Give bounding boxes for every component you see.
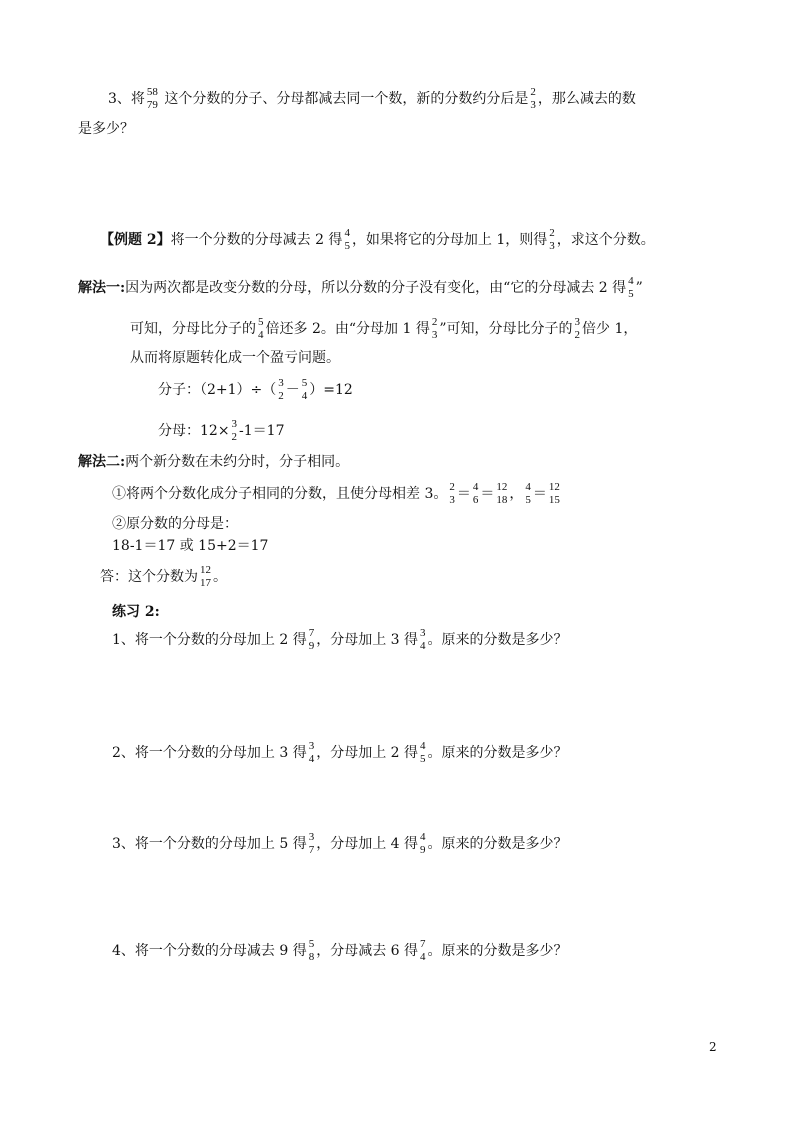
denominator: 5 [344,240,350,252]
solution-label: 解法一: [78,280,126,296]
text: ，分母加上 3 得 [316,632,419,648]
numerator: 7 [420,938,426,950]
text: 分子：（2+1）÷（ [158,382,277,398]
fraction [308,740,316,766]
numerator: 3 [278,377,284,389]
fraction [548,481,561,507]
numerator: 12 [548,481,560,493]
numerator: 3 [420,627,426,639]
solution-1-line-2 [130,316,637,342]
fraction [308,831,316,857]
denominator: 4 [308,753,315,765]
text: ” [635,280,643,296]
text: 。原来的分数是多少？ [427,745,568,761]
solution-1-numerator-calc [158,377,353,403]
denominator: 7 [308,844,315,856]
denominator: 2 [574,329,580,341]
fraction [199,564,212,590]
denominator: 4 [420,951,426,963]
question-3-line-1 [108,86,636,112]
fraction [146,86,159,112]
numerator: 4 [525,481,531,493]
numerator: 2 [549,227,555,239]
numerator: 3 [308,740,315,752]
text: 倍还多 2。由“分母加 1 得 [265,321,430,337]
text: 两个新分数在未约分时，分子相同。 [125,454,350,470]
numerator: 4 [420,740,426,752]
text: 倍少 1， [582,321,638,337]
denominator: 4 [301,390,308,402]
text: 将一个分数的分母减去 2 得 [170,232,343,248]
denominator: 4 [258,329,264,341]
text: 2、将一个分数的分母加上 3 得 [112,745,307,761]
fraction [231,418,239,444]
numerator: 3 [574,316,580,328]
fraction [277,377,285,403]
text: ）=12 [309,382,353,398]
fraction [431,316,439,342]
solution-2-step-2: ②原分数的分母是： [112,516,238,532]
fraction [524,481,532,507]
numerator: 5 [308,938,315,950]
fraction [548,227,556,253]
text: ，分母加上 2 得 [316,745,419,761]
solution-2-calc: 18-1＝17 或 15+2＝17 [112,538,269,554]
solution-2-step-1 [112,481,562,507]
fraction [472,481,480,507]
fraction [448,481,456,507]
fraction [308,938,316,964]
practice-item-4 [112,938,568,964]
denominator: 3 [549,240,555,252]
practice-item-3 [112,831,568,857]
text: ”可知，分母比分子的 [439,321,573,337]
denominator: 2 [231,431,238,443]
numerator: 58 [146,86,158,98]
practice-item-1 [112,627,568,653]
text: -1＝17 [239,423,285,439]
text: ①将两个分数化成分子相同的分数，且使分母相差 3。 [112,486,448,502]
numerator: 4 [628,275,634,287]
fraction [257,316,265,342]
text: 3、将一个分数的分母加上 5 得 [112,836,307,852]
numerator: 12 [496,481,508,493]
denominator: 5 [525,494,531,506]
denominator: 3 [431,329,438,341]
text: ，分母加上 4 得 [316,836,419,852]
denominator: 5 [420,753,426,765]
numerator: 4 [472,481,479,493]
text: 答：这个分数为 [100,569,198,585]
numerator: 4 [344,227,350,239]
numerator: 3 [308,831,315,843]
answer-line [100,564,227,590]
fraction [529,86,537,112]
denominator: 3 [530,99,536,111]
fraction [495,481,508,507]
fraction [301,377,309,403]
denominator: 17 [200,577,211,589]
text: ＝ [456,486,471,502]
denominator: 4 [420,640,426,652]
numerator: 2 [530,86,536,98]
numerator: 12 [200,564,211,576]
fraction [419,740,427,766]
text: ＝ [532,486,547,502]
fraction [343,227,351,253]
fraction [419,627,427,653]
text: ＝ [480,486,495,502]
example-2 [100,227,655,253]
numerator: 4 [420,831,426,843]
numerator: 2 [431,316,438,328]
text: 。原来的分数是多少？ [427,632,568,648]
solution-1-line-3: 从而将原题转化成一个盈亏问题。 [130,350,340,366]
numerator: 5 [258,316,264,328]
solution-1-line-1 [78,275,643,301]
example-label: 【例题 2】 [100,232,171,248]
text: 。 [213,569,227,585]
text: ，求这个分数。 [556,232,655,248]
practice-title: 练习 2: [112,604,160,620]
fraction [574,316,582,342]
page-number: 2 [709,1040,717,1054]
denominator: 9 [420,844,426,856]
denominator: 8 [308,951,315,963]
denominator: 6 [472,494,479,506]
text: ，分母减去 6 得 [316,943,419,959]
denominator: 2 [278,390,284,402]
denominator: 9 [308,640,315,652]
numerator: 2 [449,481,455,493]
numerator: 7 [308,627,315,639]
fraction [627,275,635,301]
text: 1、将一个分数的分母加上 2 得 [112,632,307,648]
text: 4、将一个分数的分母减去 9 得 [112,943,307,959]
solution-label: 解法二: [78,454,126,470]
text: ，那么减去的数 [537,91,636,107]
solution-2-line-1 [78,451,349,473]
text: 3、将 [108,91,145,107]
denominator: 3 [449,494,455,506]
question-3-line-2: 是多少？ [78,121,134,137]
denominator: 79 [146,99,158,111]
text: 。原来的分数是多少？ [427,836,568,852]
fraction [308,627,316,653]
solution-1-denominator-calc [158,418,285,444]
text: 分母：12× [158,423,230,439]
text: 。原来的分数是多少？ [427,943,568,959]
numerator: 5 [301,377,308,389]
text: － [285,382,300,398]
practice-item-2 [112,740,568,766]
fraction [419,831,427,857]
numerator: 3 [231,418,238,430]
denominator: 15 [548,494,560,506]
denominator: 5 [628,288,634,300]
denominator: 18 [496,494,508,506]
text: 因为两次都是改变分数的分母，所以分数的分子没有变化，由“它的分母减去 2 得 [125,280,627,296]
text: 这个分数的分子、分母都减去同一个数，新的分数约分后是 [159,91,529,107]
text: ，如果将它的分母加上 1，则得 [351,232,548,248]
fraction [419,938,427,964]
text: 可知，分母比分子的 [130,321,256,337]
text: ， [509,486,524,502]
